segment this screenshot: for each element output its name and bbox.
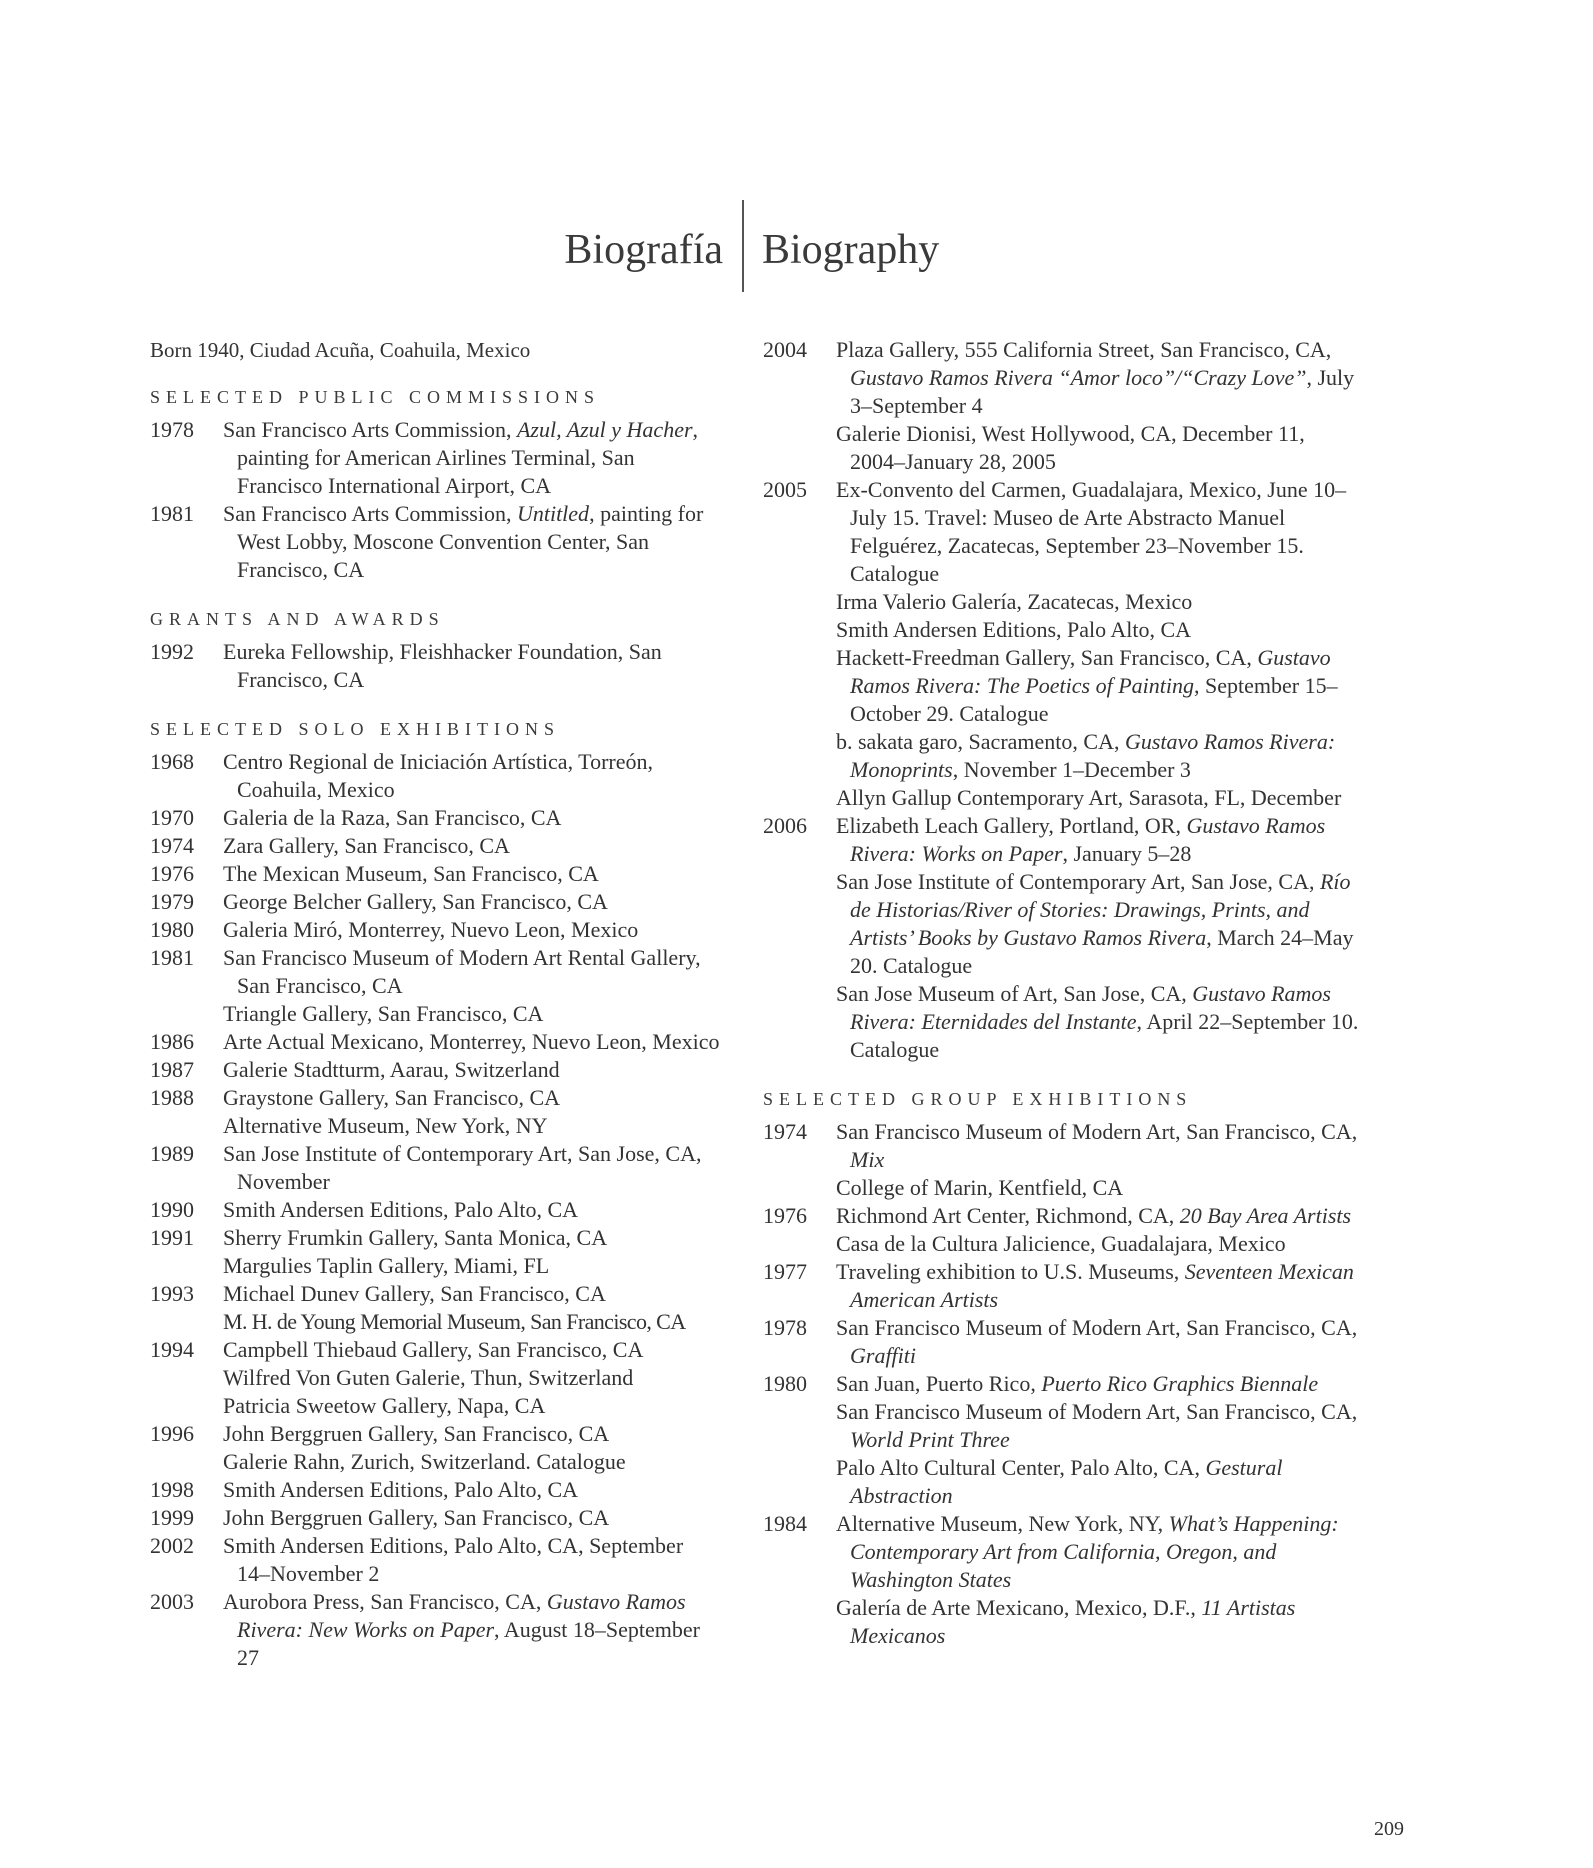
cv-entry [150,1280,720,1308]
cv-entry [150,916,720,944]
entry-title-italic: Gustavo Ramos Rivera “Amor loco”/“Crazy Love” [850,365,1307,390]
left-column [150,336,720,1694]
entry-text [223,638,720,694]
entry-text-segment: Hackett-Freedman Gallery, San Francisco, CA, [836,645,1258,670]
entry-year: 1974 [150,833,194,858]
entry-text-segment: , November 1–December 3 [952,757,1191,782]
entry-title-italic: Gustavo Ramos Rivera: Works on Paper [850,813,1326,866]
entry-text-segment: Galerie Stadtturm, Aarau, Switzerland [223,1057,560,1082]
entry-year [763,420,836,476]
cv-entry [150,860,720,888]
cv-entry [763,1510,1363,1594]
entry-year: 1980 [150,917,194,942]
entry-year: 1979 [150,889,194,914]
entry-year [763,1174,836,1202]
entry-text-segment: , August 18–September 27 [237,1617,700,1670]
cv-entry [763,1230,1363,1258]
entry-text-segment: b. sakata garo, Sacramento, CA, [836,729,1125,754]
entry-text-segment: San Francisco Museum of Modern Art Rental Gallery, San Francisco, CA [223,945,701,998]
section-heading: GRANTS AND AWARDS [150,609,445,629]
entry-text-segment: Alternative Museum, New York, NY [223,1113,548,1138]
entry-year [763,616,836,644]
entry-text [836,1258,1363,1314]
entry-title-italic: Gestural Abstraction [850,1455,1283,1508]
entry-year: 2004 [763,337,807,362]
cv-section [763,1086,1363,1650]
entry-year: 1994 [150,1337,194,1362]
entry-year: 1988 [150,1085,194,1110]
cv-entry [763,728,1363,784]
entry-text [223,1280,720,1308]
entry-text [223,1308,720,1336]
entry-text [223,500,720,584]
entry-year [763,784,836,812]
cv-entry [763,1398,1363,1454]
cv-section [763,336,1363,1064]
entry-year: 1978 [150,417,194,442]
cv-entry [763,812,1363,868]
cv-entry [763,336,1363,420]
entry-text [836,1454,1363,1510]
entry-text [836,1202,1363,1230]
cv-entry [763,784,1363,812]
entry-text-segment: Campbell Thiebaud Gallery, San Francisco, CA [223,1337,644,1362]
entry-year: 1976 [150,861,194,886]
entry-text-segment: , March 24–May 20. Catalogue [850,925,1354,978]
cv-entry [150,804,720,832]
entry-year [150,1000,223,1028]
entry-text [836,588,1363,616]
entry-text [836,1314,1363,1370]
entry-year: 1984 [763,1511,807,1536]
entry-text-segment: San Francisco Museum of Modern Art, San Francisco, CA, [836,1119,1358,1144]
entry-title-italic: 11 Artistas Mexicanos [850,1595,1296,1648]
entry-text [223,1252,720,1280]
entry-text [223,1476,720,1504]
title-divider [742,200,744,292]
entry-text [223,1504,720,1532]
entry-text-segment: Galeria de la Raza, San Francisco, CA [223,805,562,830]
entry-year: 1996 [150,1421,194,1446]
entry-text [223,1196,720,1224]
entry-year [763,644,836,728]
entry-year: 1970 [150,805,194,830]
entry-year: 1991 [150,1225,194,1250]
entry-text-segment: San Francisco Arts Commission, [223,417,517,442]
entry-year: 1980 [763,1371,807,1396]
entry-text [836,1174,1363,1202]
entry-year: 1977 [763,1259,807,1284]
cv-entry [150,1504,720,1532]
entry-year: 1998 [150,1477,194,1502]
section-heading: SELECTED PUBLIC COMMISSIONS [150,387,601,407]
cv-entry [150,944,720,1000]
entry-text [836,1398,1363,1454]
entry-title-italic: Gustavo Ramos Rivera: Eternidades del Instante [850,981,1331,1034]
entry-text [836,1510,1363,1594]
entry-text-segment: The Mexican Museum, San Francisco, CA [223,861,599,886]
entry-year: 1976 [763,1203,807,1228]
entry-title-italic: Azul, Azul y Hacher [516,417,693,442]
entry-text-segment: Centro Regional de Iniciación Artística, Torreón, Coahuila, Mexico [223,749,653,802]
cv-section [150,606,720,694]
entry-text-segment: Galerie Dionisi, West Hollywood, CA, December 11, 2004–January 28, 2005 [836,421,1305,474]
entry-text-segment: Galerie Rahn, Zurich, Switzerland. Catalogue [223,1449,626,1474]
entry-text [223,804,720,832]
entry-year: 1981 [150,945,194,970]
cv-entry [763,420,1363,476]
entry-year: 1986 [150,1029,194,1054]
entry-title-italic: World Print Three [850,1427,1010,1452]
entry-year [763,868,836,980]
entry-year [150,1308,223,1336]
entry-text-segment: Irma Valerio Galería, Zacatecas, Mexico [836,589,1193,614]
entry-year [763,1230,836,1258]
entry-text [836,476,1363,588]
entry-year [150,1112,223,1140]
entry-year: 1989 [150,1141,194,1166]
entry-year: 1974 [763,1119,807,1144]
cv-entry [150,1112,720,1140]
cv-section [150,384,720,584]
entry-text [836,868,1363,980]
entry-year: 1999 [150,1505,194,1530]
entry-text [223,1532,720,1588]
cv-entry [150,1140,720,1196]
entry-text [836,336,1363,420]
cv-entry [150,1448,720,1476]
title-block [0,200,1593,296]
cv-entry [150,748,720,804]
page-number: 209 [1374,1818,1404,1840]
entry-text-segment: San Francisco Museum of Modern Art, San Francisco, CA, [836,1315,1358,1340]
entry-text [223,888,720,916]
entry-text [223,748,720,804]
entry-text-segment: Aurobora Press, San Francisco, CA, [223,1589,547,1614]
cv-entry [150,1476,720,1504]
cv-entry [150,1392,720,1420]
entry-text [836,1370,1363,1398]
entry-text-segment: Graystone Gallery, San Francisco, CA [223,1085,561,1110]
entry-text-segment: Patricia Sweetow Gallery, Napa, CA [223,1393,546,1418]
cv-entry [150,832,720,860]
entry-text-segment: Richmond Art Center, Richmond, CA, [836,1203,1180,1228]
entry-year: 2002 [150,1533,194,1558]
section-heading: SELECTED SOLO EXHIBITIONS [150,719,560,739]
entry-year [150,1448,223,1476]
entry-text [836,980,1363,1064]
entry-year [763,980,836,1064]
cv-entry [763,588,1363,616]
birth-line: Born 1940, Ciudad Acuña, Coahuila, Mexico [150,338,531,362]
entry-text-segment: Eureka Fellowship, Fleishhacker Foundation, San Francisco, CA [223,639,662,692]
entry-text [836,1594,1363,1650]
entry-text-segment: M. H. de Young Memorial Museum, San Francisco, CA [223,1309,686,1334]
cv-entry [150,1308,720,1336]
entry-text-segment: College of Marin, Kentfield, CA [836,1175,1124,1200]
entry-text-segment: Smith Andersen Editions, Palo Alto, CA [223,1197,579,1222]
entry-text [223,1336,720,1364]
entry-title-italic: Puerto Rico Graphics Biennale [1041,1371,1319,1396]
entry-text [223,1420,720,1448]
cv-entry [763,1370,1363,1398]
entry-text-segment: San Jose Museum of Art, San Jose, CA, [836,981,1193,1006]
entry-text [223,1112,720,1140]
entry-title-italic: Río de Historias/River of Stories: Drawings, Prints, and Artists’ Books by Gustavo Ramos Rivera [850,869,1351,950]
cv-entry [150,1252,720,1280]
entry-text-segment: Elizabeth Leach Gallery, Portland, OR, [836,813,1187,838]
entry-title-italic: What’s Happening: Contemporary Art from California, Oregon, and Washington States [850,1511,1339,1592]
entry-title-italic: Untitled [516,501,590,526]
entry-text-segment: San Jose Institute of Contemporary Art, San Jose, CA, November [223,1141,702,1194]
cv-entry [763,1118,1363,1174]
entry-text-segment: Plaza Gallery, 555 California Street, San Francisco, CA, [836,337,1332,362]
cv-entry [763,1202,1363,1230]
title-spanish: Biografía [564,227,723,273]
entry-text-segment: Smith Andersen Editions, Palo Alto, CA [223,1477,579,1502]
cv-entry [763,476,1363,588]
entry-text-segment: , September 15–October 29. Catalogue [850,673,1338,726]
entry-text [836,1230,1363,1258]
entry-year: 1981 [150,501,194,526]
entry-text [223,916,720,944]
entry-text [223,1364,720,1392]
cv-entry [150,1588,720,1672]
entry-year: 1992 [150,639,194,664]
entry-text [836,1118,1363,1174]
entry-text-segment: Galeria Miró, Monterrey, Nuevo Leon, Mexico [223,917,639,942]
entry-text-segment: San Jose Institute of Contemporary Art, San Jose, CA, [836,869,1320,894]
entry-text [836,420,1363,476]
entry-text-segment: Smith Andersen Editions, Palo Alto, CA, September 14–November 2 [223,1533,684,1586]
entry-text-segment: , April 22–September 10. Catalogue [850,1009,1359,1062]
entry-year: 1978 [763,1315,807,1340]
entry-text-segment: Casa de la Cultura Jalicience, Guadalajara, Mexico [836,1231,1286,1256]
entry-text [223,1224,720,1252]
cv-entry [763,644,1363,728]
entry-year: 2003 [150,1589,194,1614]
entry-text [836,784,1363,812]
entry-text [223,860,720,888]
cv-entry [763,1594,1363,1650]
entry-text-segment: George Belcher Gallery, San Francisco, CA [223,889,608,914]
entry-text-segment: Arte Actual Mexicano, Monterrey, Nuevo Leon, Mexico [223,1029,720,1054]
cv-entry [150,1084,720,1112]
entry-text-segment: Margulies Taplin Gallery, Miami, FL [223,1253,550,1278]
cv-entry [150,888,720,916]
entry-year: 2006 [763,813,807,838]
entry-title-italic: 20 Bay Area Artists [1179,1203,1352,1228]
entry-text [223,1028,720,1056]
entry-year [763,1594,836,1650]
cv-entry [150,1224,720,1252]
entry-text [223,1140,720,1196]
entry-text-segment: Zara Gallery, San Francisco, CA [223,833,510,858]
entry-text [836,812,1363,868]
entry-text [223,1000,720,1028]
entry-year [763,1398,836,1454]
entry-year: 1990 [150,1197,194,1222]
cv-entry [150,1056,720,1084]
cv-entry [150,416,720,500]
entry-text [223,416,720,500]
entry-text-segment: Sherry Frumkin Gallery, Santa Monica, CA [223,1225,608,1250]
entry-year [763,728,836,784]
cv-entry [763,980,1363,1064]
entry-text [836,616,1363,644]
cv-entry [763,1258,1363,1314]
entry-title-italic: Graffiti [850,1343,917,1368]
entry-text [223,1448,720,1476]
section-heading: SELECTED GROUP EXHIBITIONS [763,1089,1193,1109]
entry-text [836,644,1363,728]
entry-text-segment: Palo Alto Cultural Center, Palo Alto, CA, [836,1455,1206,1480]
entry-year: 1987 [150,1057,194,1082]
cv-entry [150,1336,720,1364]
entry-year: 1993 [150,1281,194,1306]
entry-text [223,832,720,860]
entry-text [223,1084,720,1112]
entry-year [150,1364,223,1392]
entry-text-segment: Smith Andersen Editions, Palo Alto, CA [836,617,1192,642]
entry-text [836,728,1363,784]
cv-entry [763,1314,1363,1370]
entry-title-italic: Mix [850,1147,885,1172]
entry-text-segment: San Francisco Arts Commission, [223,501,517,526]
cv-entry [763,616,1363,644]
entry-text-segment: John Berggruen Gallery, San Francisco, CA [223,1421,610,1446]
entry-text [223,1392,720,1420]
entry-text-segment: John Berggruen Gallery, San Francisco, CA [223,1505,610,1530]
right-column [763,336,1363,1672]
cv-entry [150,1196,720,1224]
entry-text-segment: San Juan, Puerto Rico, [836,1371,1042,1396]
entry-text-segment: Wilfred Von Guten Galerie, Thun, Switzerland [223,1365,634,1390]
entry-text-segment: Michael Dunev Gallery, San Francisco, CA [223,1281,606,1306]
entry-text-segment: , painting for American Airlines Terminal, San Francisco International Airport, CA [237,417,699,498]
cv-entry [763,868,1363,980]
title-english: Biography [762,227,940,273]
cv-entry [150,1532,720,1588]
cv-entry [150,500,720,584]
entry-text [223,944,720,1000]
entry-year [763,588,836,616]
cv-entry [150,1420,720,1448]
entry-text-segment: , July 3–September 4 [850,365,1355,418]
cv-entry [150,638,720,694]
entry-year: 1968 [150,749,194,774]
entry-year [763,1454,836,1510]
cv-section [150,716,720,1672]
entry-text-segment: , January 5–28 [1062,841,1192,866]
entry-year [150,1392,223,1420]
entry-text [223,1056,720,1084]
cv-entry [763,1454,1363,1510]
entry-text-segment: , painting for West Lobby, Moscone Convention Center, San Francisco, CA [237,501,704,582]
entry-text [223,1588,720,1672]
entry-year [150,1252,223,1280]
entry-title-italic: Gustavo Ramos Rivera: Monoprints [850,729,1336,782]
entry-text-segment: Alternative Museum, New York, NY, [836,1511,1169,1536]
entry-text-segment: Allyn Gallup Contemporary Art, Sarasota, FL, December [836,785,1342,810]
cv-entry [150,1028,720,1056]
entry-title-italic: Seventeen Mexican American Artists [850,1259,1354,1312]
entry-text-segment: Ex-Convento del Carmen, Guadalajara, Mexico, June 10–July 15. Travel: Museo de Arte Abstracto Manuel Felguérez, Zacatecas, September 23–November 15. Catalogue [836,477,1347,586]
entry-text-segment: Galería de Arte Mexicano, Mexico, D.F., [836,1595,1202,1620]
cv-entry [763,1174,1363,1202]
entry-title-italic: Gustavo Ramos Rivera: New Works on Paper [237,1589,686,1642]
entry-text-segment: Triangle Gallery, San Francisco, CA [223,1001,544,1026]
cv-entry [150,1364,720,1392]
entry-text-segment: San Francisco Museum of Modern Art, San Francisco, CA, [836,1399,1358,1424]
entry-title-italic: Gustavo Ramos Rivera: The Poetics of Painting [850,645,1331,698]
entry-text-segment: Traveling exhibition to U.S. Museums, [836,1259,1185,1284]
entry-year: 2005 [763,477,807,502]
cv-entry [150,1000,720,1028]
